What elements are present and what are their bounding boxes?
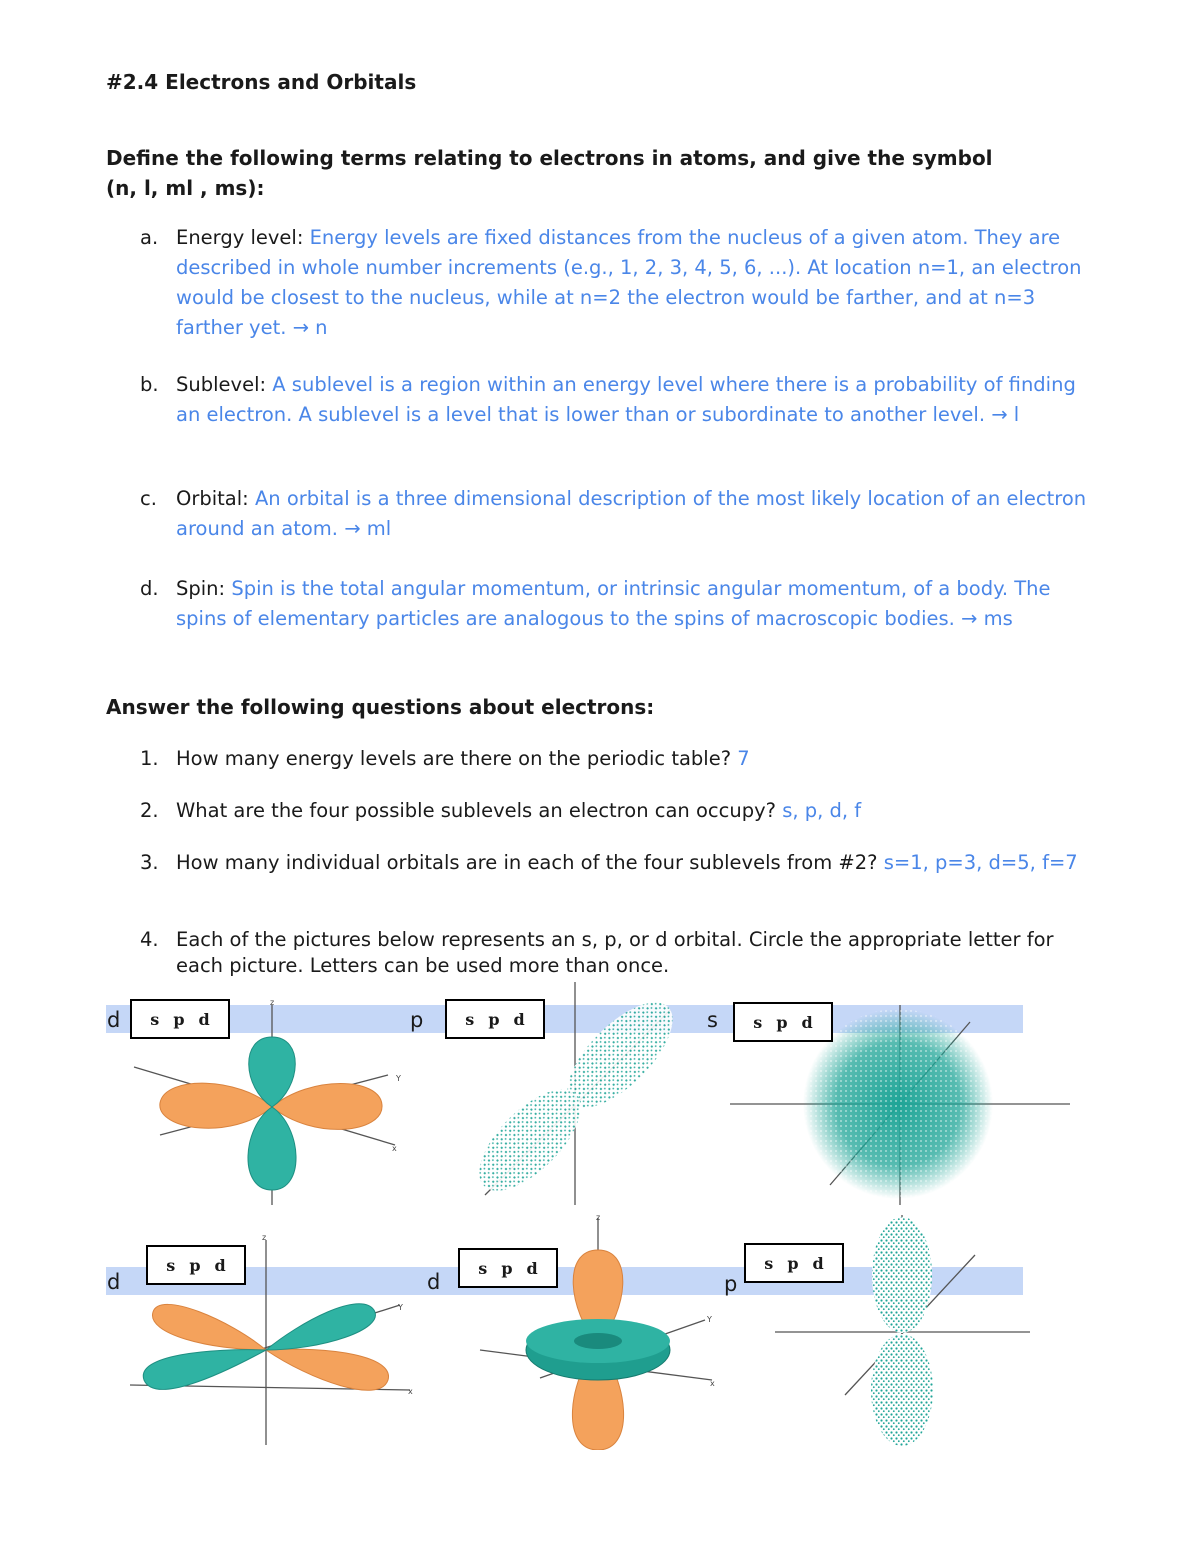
picture-2-answer: p bbox=[410, 1008, 424, 1032]
question-text: How many energy levels are there on the periodic table? bbox=[176, 747, 738, 770]
picture-6-answer: p bbox=[724, 1272, 738, 1296]
axis-label-x: x bbox=[392, 1144, 397, 1153]
choice-p[interactable]: p bbox=[787, 1253, 799, 1273]
answer-text: A sublevel is a region within an energy level where there is a probability of finding an electron. A sublevel is a level that is lower than or subordinate to another level. → l bbox=[176, 373, 1076, 426]
choice-p[interactable]: p bbox=[776, 1012, 788, 1032]
choice-s[interactable]: s bbox=[753, 1012, 763, 1032]
axis-label-z: z bbox=[596, 1213, 601, 1222]
question-4 bbox=[140, 927, 1100, 979]
definition-energy-level bbox=[140, 223, 1100, 343]
item-marker: c. bbox=[140, 487, 157, 510]
item-marker: d. bbox=[140, 577, 159, 600]
choice-p[interactable]: p bbox=[189, 1255, 201, 1275]
axis-label-y: Y bbox=[707, 1315, 712, 1324]
spd-choice-box[interactable] bbox=[458, 1248, 558, 1288]
choice-d[interactable]: d bbox=[801, 1012, 813, 1032]
answer-text: 7 bbox=[737, 747, 750, 770]
question-1 bbox=[140, 744, 1100, 774]
definition-sublevel bbox=[140, 370, 1100, 430]
definitions-prompt-line2: (n, l, ml , ms): bbox=[106, 176, 265, 200]
choice-d[interactable]: d bbox=[812, 1253, 824, 1273]
page-title: #2.4 Electrons and Orbitals bbox=[106, 70, 417, 94]
definitions-prompt bbox=[106, 143, 993, 203]
answer-text: s=1, p=3, d=5, f=7 bbox=[883, 851, 1078, 874]
item-marker: 2. bbox=[140, 799, 159, 822]
picture-3-answer: s bbox=[707, 1008, 718, 1032]
spd-choice-box[interactable] bbox=[733, 1002, 833, 1042]
choice-d[interactable]: d bbox=[513, 1009, 525, 1029]
axis-label-x: x bbox=[710, 1379, 715, 1388]
picture-1-answer: d bbox=[107, 1008, 121, 1032]
choice-p[interactable]: p bbox=[173, 1009, 185, 1029]
dz2-orbital-picture bbox=[450, 1210, 730, 1450]
spd-choice-box[interactable] bbox=[744, 1243, 844, 1283]
choice-d[interactable]: d bbox=[526, 1258, 538, 1278]
question-text: What are the four possible sublevels an electron can occupy? bbox=[176, 799, 783, 822]
axis-label-z: z bbox=[270, 998, 275, 1007]
choice-s[interactable]: s bbox=[478, 1258, 488, 1278]
question-text: Each of the pictures below represents an s, p, or d orbital. Circle the appropriate letter for each picture. Letters can be used more than once. bbox=[176, 928, 1054, 977]
term-label: Spin: bbox=[176, 577, 232, 600]
spd-choice-box[interactable] bbox=[445, 999, 545, 1039]
question-3 bbox=[140, 848, 1100, 878]
choice-p[interactable]: p bbox=[501, 1258, 513, 1278]
axis-label-y: Y bbox=[398, 1303, 403, 1312]
answer-text: An orbital is a three dimensional description of the most likely location of an electron around an atom. → ml bbox=[176, 487, 1087, 540]
choice-s[interactable]: s bbox=[150, 1009, 160, 1029]
item-marker: a. bbox=[140, 226, 159, 249]
term-label: Energy level: bbox=[176, 226, 310, 249]
axis-label-y: Y bbox=[396, 1074, 401, 1083]
item-marker: 4. bbox=[140, 928, 159, 951]
choice-d[interactable]: d bbox=[198, 1009, 210, 1029]
choice-s[interactable]: s bbox=[465, 1009, 475, 1029]
axis-label-z: z bbox=[262, 1233, 267, 1242]
item-marker: 3. bbox=[140, 851, 159, 874]
question-text: How many individual orbitals are in each of the four sublevels from #2? bbox=[176, 851, 884, 874]
choice-s[interactable]: s bbox=[166, 1255, 176, 1275]
item-marker: b. bbox=[140, 373, 159, 396]
term-label: Sublevel: bbox=[176, 373, 273, 396]
definition-orbital bbox=[140, 484, 1100, 544]
picture-5-answer: d bbox=[427, 1270, 441, 1294]
picture-4-answer: d bbox=[107, 1270, 121, 1294]
choice-s[interactable]: s bbox=[764, 1253, 774, 1273]
questions-prompt: Answer the following questions about electrons: bbox=[106, 695, 655, 719]
definition-spin bbox=[140, 574, 1100, 634]
definitions-prompt-line1: Define the following terms relating to electrons in atoms, and give the symbol bbox=[106, 146, 993, 170]
answer-text: s, p, d, f bbox=[782, 799, 862, 822]
axis-label-x: x bbox=[408, 1387, 413, 1396]
answer-text: Spin is the total angular momentum, or intrinsic angular momentum, of a body. The spins of elementary particles are analogous to the spins of macroscopic bodies. → ms bbox=[176, 577, 1051, 630]
choice-p[interactable]: p bbox=[488, 1009, 500, 1029]
spd-choice-box[interactable] bbox=[130, 999, 230, 1039]
spd-choice-box[interactable] bbox=[146, 1245, 246, 1285]
item-marker: 1. bbox=[140, 747, 159, 770]
choice-d[interactable]: d bbox=[214, 1255, 226, 1275]
term-label: Orbital: bbox=[176, 487, 255, 510]
answer-text: Energy levels are fixed distances from the nucleus of a given atom. They are described in whole number increments (e.g., 1, 2, 3, 4, 5, 6, ...). At location n=1, an electron would be closest to the nucleus, while at n=2 the electron would be farther, and at n=3 farther yet. → n bbox=[176, 226, 1082, 339]
question-2 bbox=[140, 796, 1100, 826]
